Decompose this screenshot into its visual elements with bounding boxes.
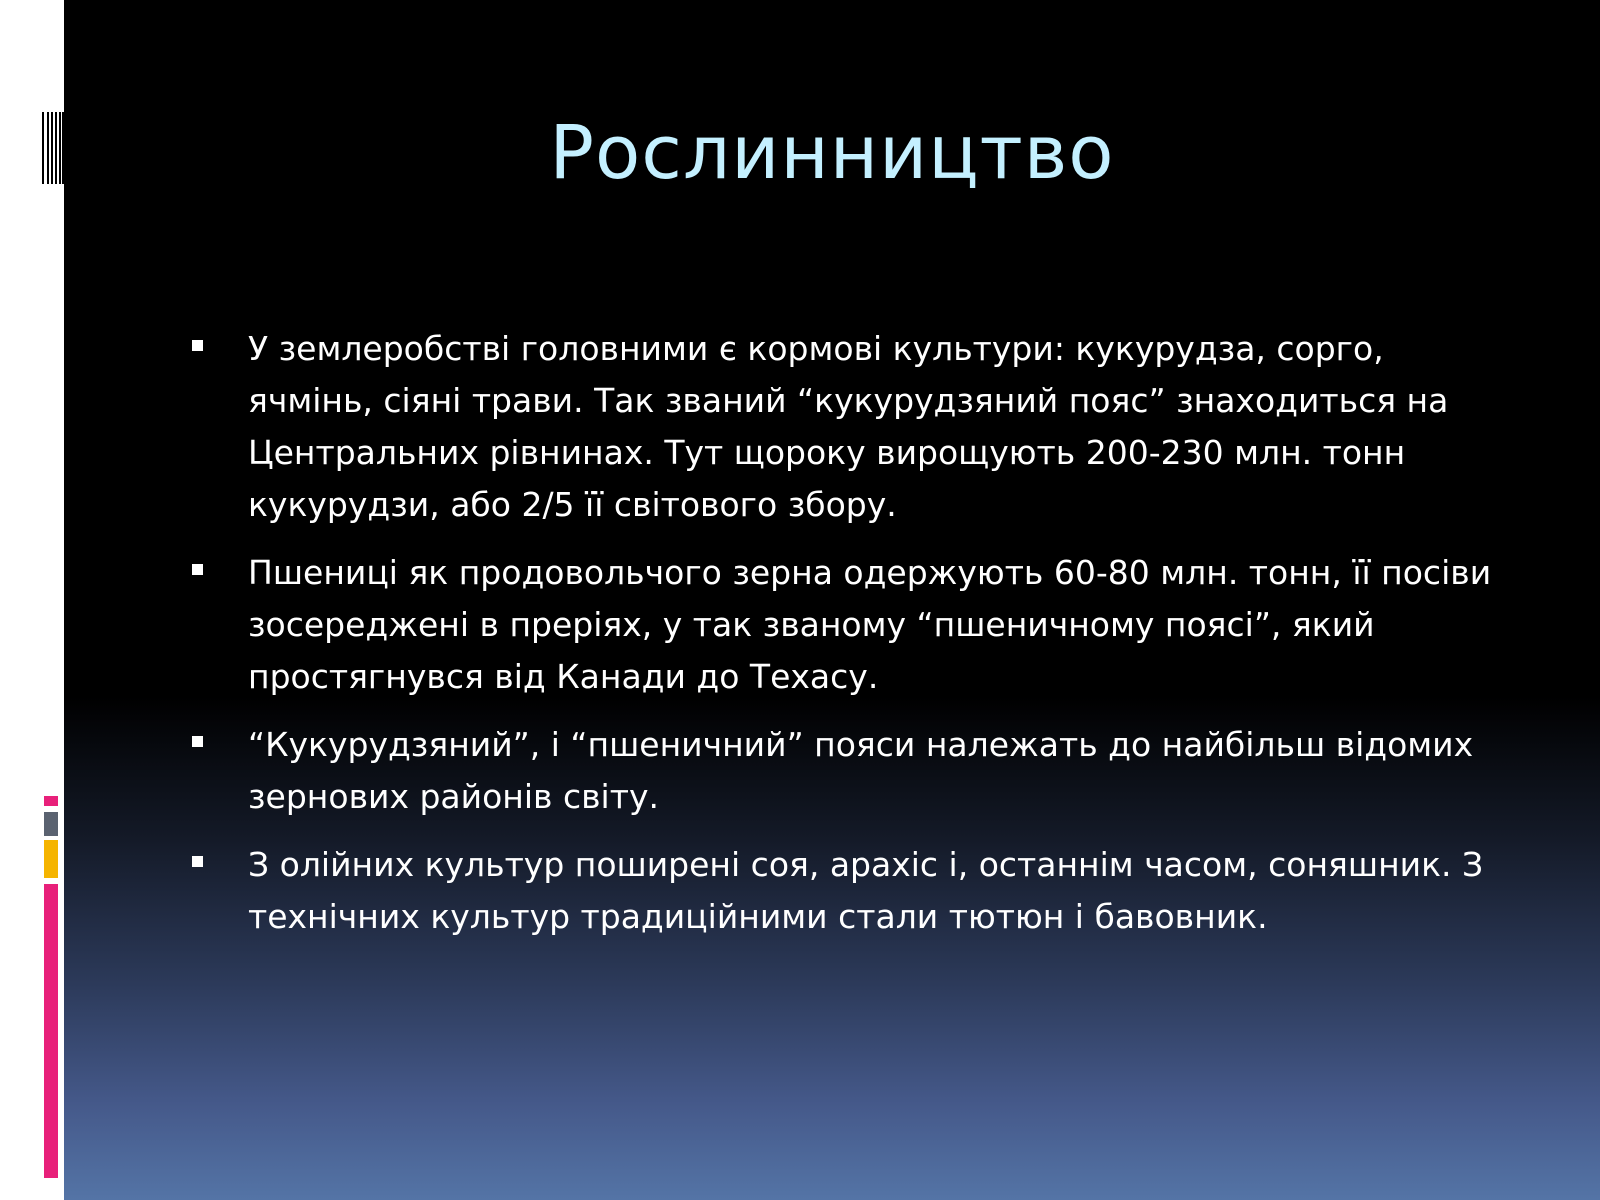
bullet-text: “Кукурудзяний”, і “пшеничний” пояси належать до найбільш відомих зернових районів світу.: [248, 725, 1474, 816]
bullet-item: [190, 719, 1500, 823]
decorative-stripes: [38, 112, 64, 184]
bullet-text: З олійних культур поширені соя, арахіс і, останнім часом, соняшник. З технічних культур традиційними стали тютюн і бавовник.: [248, 845, 1484, 936]
bullet-item: [190, 839, 1500, 943]
square-bullet-icon: [192, 340, 203, 351]
bullet-item: [190, 323, 1500, 531]
square-bullet-icon: [192, 736, 203, 747]
bullet-item: [190, 547, 1500, 703]
bullet-text: Пшениці як продовольчого зерна одержують 60-80 млн. тонн, її посіви зосереджені в преріях, у так званому “пшеничному поясі”, який простягнувся від Канади до Техасу.: [248, 553, 1492, 696]
accent-bar-yellow: [44, 840, 58, 878]
accent-bar-gray: [44, 812, 58, 836]
bullet-text: У землеробстві головними є кормові культури: кукурудза, сорго, ячмінь, сіяні трави. Так званий “кукурудзяний пояс” знаходиться на Центральних рівнинах. Тут щороку вирощують 200-230 млн. тонн кукурудзи, або 2/5 її світового збору.: [248, 329, 1449, 524]
accent-bar-pink-long: [44, 884, 58, 1178]
slide-title: Рослинництво: [549, 110, 1115, 196]
accent-bar-pink-small: [44, 796, 58, 806]
bullet-list: [190, 323, 1500, 959]
square-bullet-icon: [192, 856, 203, 867]
square-bullet-icon: [192, 564, 203, 575]
